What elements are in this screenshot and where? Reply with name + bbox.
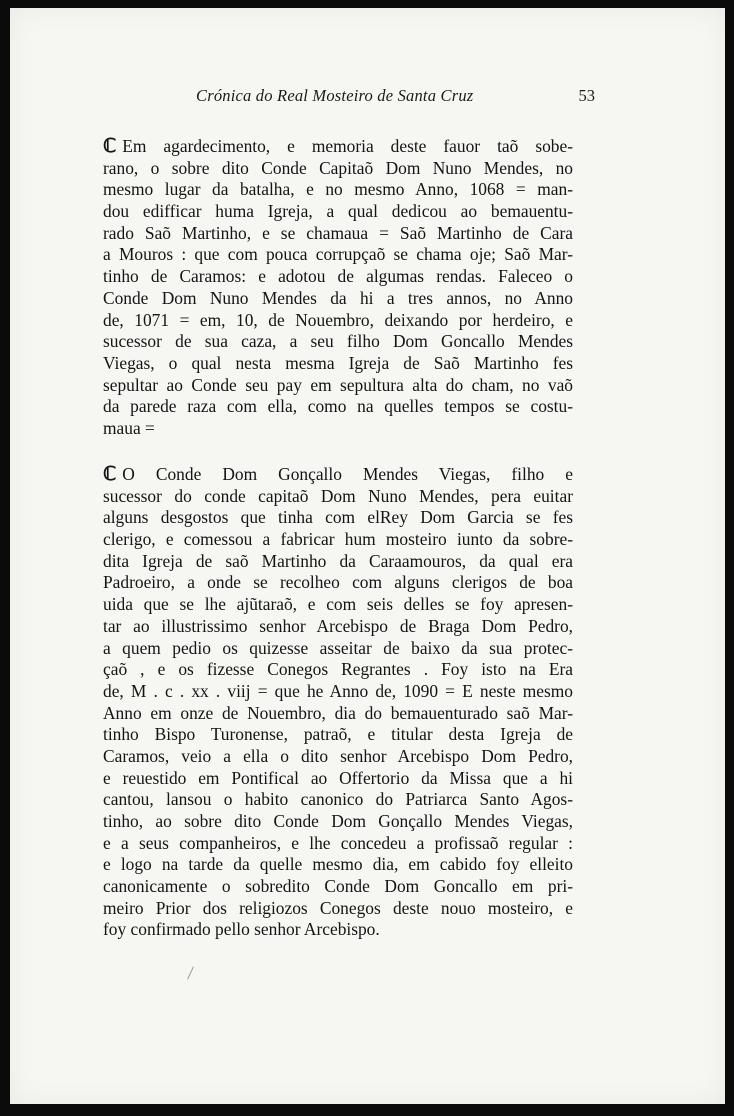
text-line: e reuestido em Pontifical ao Offertorio da Missa que a hi [103,767,573,788]
text-line: tinho Bispo Turonense, patraõ, e titular desta Igreja de [103,724,573,745]
text-line: uida que se lhe ajũtaraõ, e com seis delles se foy apresen- [103,594,573,615]
text-line: Viegas, o qual nesta mesma Igreja de Saõ Martinho fes [103,352,573,373]
text-line: meiro Prior dos religiozos Conegos deste nouo mosteiro, e [103,897,573,918]
text-line: clerigo, e comessou a fabricar hum mosteiro iunto da sobre- [103,529,573,550]
running-header [102,86,607,112]
text-line [103,136,573,158]
text-line: a quem pedio os quizesse asseitar de baixo da sua protec- [103,637,573,658]
running-title: Crónica do Real Mosteiro de Santa Cruz [196,86,474,105]
paragraph-1 [103,136,573,440]
text-line: rado Saõ Martinho, e se chamaua = Saõ Martinho de Cara [103,222,573,243]
paragraph-mark-icon: ℂ [103,464,117,485]
page-number: 53 [578,86,595,105]
paragraph-2 [103,464,573,941]
text-line: mesmo lugar da batalha, e no mesmo Anno, 1068 = man- [103,179,573,200]
text-line: dita Igreja de saõ Martinho da Caraamouros, da qual era [103,550,573,571]
text-line: foy confirmado pello senhor Arcebispo. [103,919,380,940]
text-line: tinho de Caramos: e adotou de algumas rendas. Faleceo o [103,266,573,287]
text-line: alguns desgostos que tinha com elRey Dom Garcia se fes [103,507,573,528]
paragraph-mark-icon: ℂ [103,136,117,157]
text-line: Padroeiro, a onde se recolheo com alguns clerigos de boa [103,572,573,593]
text-line: Anno em onze de Nouembro, dia do bemauenturado saõ Mar- [103,702,573,723]
text-line: Conde Dom Nuno Mendes da hi a tres annos, no Anno [103,287,573,308]
text-line: çaõ , e os fizesse Conegos Regrantes . Foy isto na Era [103,659,573,680]
text-line: cantou, lansou o habito canonico do Patriarca Santo Agos- [103,789,573,810]
text-line: sepultar ao Conde seu pay em sepultura alta do cham, no vaõ [103,374,573,395]
text-line: tinho, ao sobre dito Conde Dom Gonçallo Mendes Viegas, [103,811,573,831]
text-line: rano, o sobre dito Conde Capitaõ Dom Nuno Mendes, no [103,157,573,178]
text-line [103,464,573,486]
text-line: dou edifficar huma Igreja, a qual dedicou ao bemauentu- [103,201,573,222]
text-line: sucessor de sua caza, a seu filho Dom Goncallo Mendes [103,331,573,352]
text-line: sucessor do conde capitaõ Dom Nuno Mendes, pera euitar [103,485,573,506]
text-line: e logo na tarde da quelle mesmo dia, em cabido foy elleito [103,854,573,875]
text-line: da parede raza com ella, como na quelles tempos se costu- [103,396,573,417]
text-line: e a seus companheiros, e lhe concedeu a profissaõ regular : [103,832,573,853]
text-line: tar ao illustrissimo senhor Arcebispo de Braga Dom Pedro, [103,615,573,636]
text-line: canonicamente o sobredito Conde Dom Goncallo em pri- [103,876,573,897]
line-text: O Conde Dom Gonçallo Mendes Viegas, filho e [122,464,573,484]
line-text: Em agardecimento, e memoria deste fauor taõ sobe- [122,136,573,156]
text-line: de, 1071 = em, 10, de Nouembro, deixando por herdeiro, e [103,309,573,330]
text-line: Caramos, veio a ella o dito senhor Arcebispo Dom Pedro, [103,745,573,766]
text-line: a Mouros : que com pouca corrupçaõ se chama oje; Saõ Mar- [103,244,573,265]
text-line: maua = [103,417,155,438]
text-line: de, M . c . xx . viij = que he Anno de, 1090 = E neste mesmo [103,680,573,701]
